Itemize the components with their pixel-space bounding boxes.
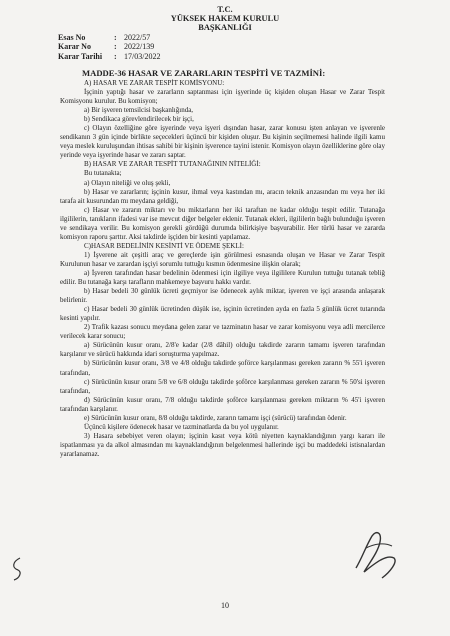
margin-initial-mark <box>10 556 24 582</box>
article-body <box>60 79 385 459</box>
karar-label: Karar No <box>58 42 91 52</box>
article-title: MADDE-36 HASAR VE ZARARLARIN TESPİTİ VE TAZMİNİ: <box>82 68 326 78</box>
header-tc: T.C. <box>217 5 233 14</box>
paragraph: d) Sürücünün kusur oranı, 7/8 olduğu takdirde şoförce karşılanması gereken miktarın % 45'i işveren tarafından karşılanır. <box>60 395 385 413</box>
paragraph: 2) Trafik kazası sonucu meydana gelen zarar ve tazminatın hasar ve zarar komisyonu veya adli mercilerce verilecek karar sonucu; <box>60 323 385 341</box>
separator: : <box>114 33 117 42</box>
paragraph: c) Hasar bedeli 30 günlük ücretinden düşük ise, işçinin ücretinden ayda en fazla 5 günlük ücret tutarında kesinti yapılır. <box>60 305 385 323</box>
paragraph: 3) Hasara sebebiyet veren olayın; işçinin kasıt veya kötü niyetten kaynaklandığının yargı kararı ile ispatlanması ya da alkol almasından mı kaynaklandığının belgelenmesi hallerinde işçi bu maddedeki istisnalardan yararlanamaz. <box>60 431 385 458</box>
karar-row <box>58 42 160 51</box>
paragraph: e) Sürücünün kusur oranı, 8/8 olduğu takdirde, zararın tamamı işçi (sürücü) tarafından ödenir. <box>84 413 347 422</box>
esas-row <box>58 33 160 42</box>
signature-scribble <box>352 528 400 586</box>
paragraph: a) Bir işveren temsilcisi başkanlığında, <box>84 106 194 115</box>
page-number: 10 <box>221 601 229 610</box>
paragraph: a) Sürücünün kusur oranı, 2/8'e kadar (2/8 dâhil) olduğu takdirde zararın tamamı işveren tarafından karşılanır ve sürücü hakkında idari soruşturma yapılmaz. <box>60 341 385 359</box>
paragraph: İşçinin yaptığı hasar ve zararların saptanması için işyerinde üç kişiden oluşan Hasar ve Zarar Tespit Komisyonu kurulur. Bu komisyon; <box>60 88 385 106</box>
paragraph: b) Sendikaca görevlendirilecek bir işçi, <box>84 115 194 124</box>
paragraph: a) İşveren tarafından hasar bedelinin ödenmesi için ilgiliye veya ilgililere Kurulun tuttuğu tutanak tebliğ edilir. Bu tutanağa karşı tarafların mahkemeye başvuru hakkı vardır. <box>60 268 385 287</box>
paragraph: c) Sürücünün kusur oranı 5/8 ve 6/8 olduğu takdirde şoförce karşılanması gereken zararın % 50'si işveren tarafından, <box>60 377 385 395</box>
header-presidency: BAŞKANLIĞI <box>198 23 252 32</box>
separator: : <box>114 51 117 61</box>
paragraph: Üçüncü kişilere ödenecek hasar ve tazminatlarda da bu yol uygulanır. <box>84 422 279 431</box>
paragraph: a) Olayın niteliği ve oluş şekli, <box>84 178 171 187</box>
paragraph: 1) İşverene ait çeşitli araç ve gereçlerde işin görülmesi esnasında oluşan ve Hasar ve Zarar Tespit Kurulunun hasar ve zarardan işçiyi sorumlu tuttuğu kısmın ödenmesine ilişkin olarak; <box>60 250 385 268</box>
paragraph: b) Hasar ve zararların; işçinin kusur, ihmal veya kastından mı, aracın teknik arızasından mı veya her iki tarafa ait kusurundan mı meydana geldiği, <box>60 187 385 205</box>
section-heading: C)HASAR BEDELİNİN KESİNTİ VE ÖDEME ŞEKLİ: <box>84 241 244 250</box>
tarih-row <box>58 52 160 61</box>
karar-value: 2022/139 <box>124 42 155 52</box>
case-meta <box>58 33 160 61</box>
paragraph: Bu tutanakta; <box>84 169 122 178</box>
separator: : <box>114 42 117 52</box>
tarih-value: 17/03/2022 <box>124 51 161 61</box>
paragraph: b) Sürücünün kusur oranı, 3/8 ve 4/8 olduğu takdirde şoförce karşılanması gereken zararın % 55'i işveren tarafından, <box>60 359 385 377</box>
section-heading: B) HASAR VE ZARAR TESPİT TUTANAĞININ NİTELİĞİ: <box>84 160 261 169</box>
paragraph: c) Hasar ve zararın miktarı ve bu miktarların her iki taraftan ne kadar olduğu tespit edilir. Tutanağa ilgililerin, tanıkların ifadesi var ise mevcut diğer belgeler eklenir. Tutanak ekleri, ilgililerin bağlı bulunduğu işveren ve sendikaya verilir. Bu komisyon gerekli gördüğü durumda bilirkişiye başvurabilir. Her türlü hasar ve zararda komisyon raporu şarttır. Aksi takdirde işçiden bir kesinti yapılamaz. <box>60 205 385 241</box>
paragraph: b) Hasar bedeli 30 günlük ücreti geçmiyor ise ödenecek aylık miktar, işveren ve işçi arasında anlaşarak belirlenir. <box>60 287 385 305</box>
paragraph: c) Olayın özelliğine göre işyerinde veya işyeri dışından hasar, zarar konusu işten anlayan ve işverenle sendikanın 3 gün içinde birlikte seçecekleri üçüncü bir kişiden oluşur. Bu kişinin seçilmemesi halinde ilgili kamu veya meslek kuruluşundan ihtisas sahibi bir kişinin işverence tayini istenir. Komisyon olayın özelliklerine göre olay yerinde veya işyerinde hasar ve zararı saptar. <box>60 124 385 160</box>
tarih-label: Karar Tarihi <box>58 51 103 61</box>
esas-label: Esas No <box>58 33 86 42</box>
esas-value: 2022/57 <box>124 33 151 42</box>
section-heading: A) HASAR VE ZARAR TESPİT KOMİSYONU: <box>84 79 225 87</box>
header-institution: YÜKSEK HAKEM KURULU <box>170 14 280 23</box>
